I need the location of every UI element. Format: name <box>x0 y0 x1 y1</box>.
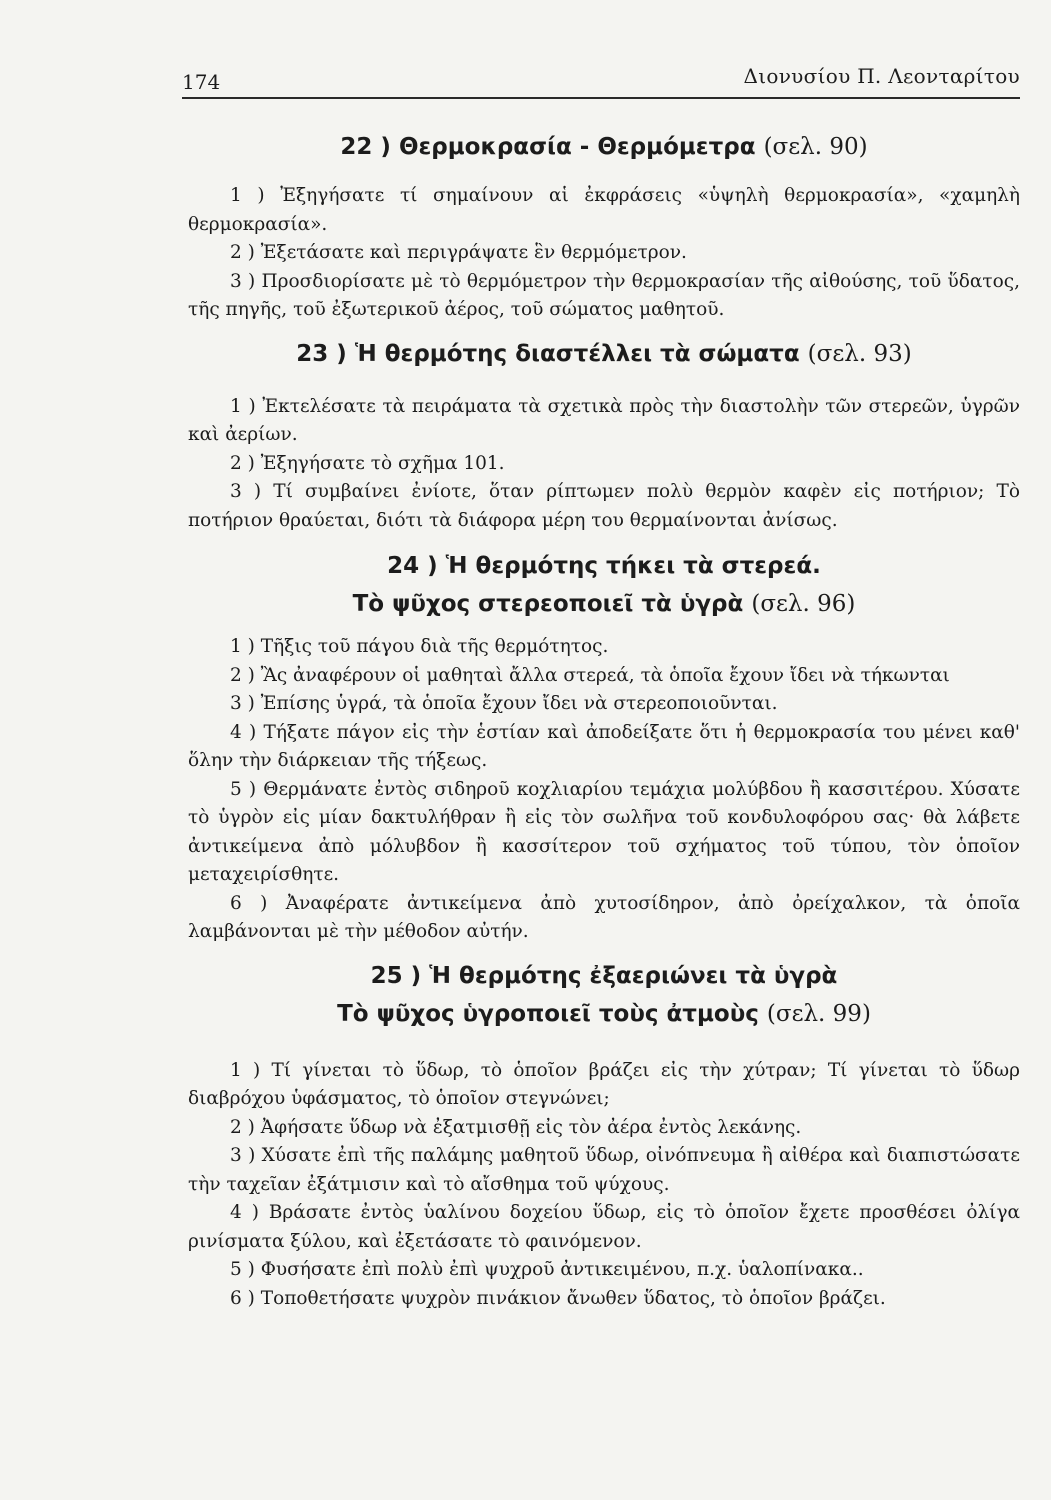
page-reference: (σελ. 96) <box>751 591 856 617</box>
header-rule <box>182 97 1020 99</box>
section-title-line: Τὸ ψῦχος στερεοποιεῖ τὰ ὑγρὰ <box>352 591 744 617</box>
page-reference: (σελ. 90) <box>763 134 868 160</box>
section-title-line: 22 ) Θερμοκρασία - Θερμόμετρα <box>340 134 756 160</box>
exercise-item: 1 ) Ἐξηγήσατε τί σημαίνουν αἱ ἐκφράσεις «ὑψηλὴ θερμοκρασία», «χαμηλὴ θερμοκρασία». <box>188 185 1020 235</box>
exercise-item: 4 ) Τήξατε πάγον εἰς τὴν ἑστίαν καὶ ἀποδείξατε ὅτι ἡ θερμοκρασία του μένει καθ' ὅλην τὴν διάρκειαν τῆς τήξεως. <box>188 721 1020 771</box>
exercise-item: 6 ) Ἀναφέρατε ἀντικείμενα ἀπὸ χυτοσίδηρον, ἀπὸ ὀρείχαλκον, τὰ ὁποῖα λαμβάνονται μὲ τὴν μέθοδον αὐτήν. <box>188 892 1020 942</box>
section-heading <box>188 957 1020 1057</box>
exercise-item: 1 ) Ἐκτελέσατε τὰ πειράματα τὰ σχετικὰ πρὸς τὴν διαστολὴν τῶν στερεῶν, ὑγρῶν καὶ ἀερίων. <box>188 395 1020 445</box>
section-heading <box>188 547 1020 633</box>
section-title-line: 24 ) Ἡ θερμότης τήκει τὰ στερεά. <box>387 553 821 579</box>
page-content <box>188 128 1020 1313</box>
exercise-item: 4 ) Βράσατε ἐντὸς ὑαλίνου δοχείου ὕδωρ, εἰς τὸ ὁποῖον ἔχετε προσθέσει ὀλίγα ρινίσματα ξύλου, καὶ ἐξετάσατε τὸ φαινόμενον. <box>188 1202 1020 1252</box>
exercise-item: 3 ) Ἐπίσης ὑγρά, τὰ ὁποῖα ἔχουν ἴδει νὰ στερεοποιοῦνται. <box>230 693 778 714</box>
page-number: 174 <box>182 70 221 94</box>
exercise-item: 6 ) Τοποθετήσατε ψυχρὸν πινάκιον ἄνωθεν ὕδατος, τὸ ὁποῖον βράζει. <box>230 1287 886 1309</box>
exercise-item: 3 ) Τί συμβαίνει ἐνίοτε, ὅταν ρίπτωμεν πολὺ θερμὸν καφὲν εἰς ποτήριον; Τὸ ποτήριον θραύεται, διότι τὰ διάφορα μέρη του θερμαίνονται ἀνίσως. <box>188 481 1020 531</box>
section-heading <box>188 128 1020 182</box>
exercise-item: 1 ) Τῆξις τοῦ πάγου διὰ τῆς θερμότητος. <box>230 636 609 657</box>
exercise-item: 5 ) Φυσήσατε ἐπὶ πολὺ ἐπὶ ψυχροῦ ἀντικειμένου, π.χ. ὑαλοπίνακα.. <box>230 1259 864 1280</box>
section-23 <box>188 335 1020 536</box>
section-title-line: 23 ) Ἡ θερμότης διαστέλλει τὰ σώματα <box>296 340 800 367</box>
running-head: Διονυσίου Π. Λεονταρίτου <box>743 64 1020 88</box>
page-reference: (σελ. 99) <box>766 1000 871 1027</box>
exercise-item: 5 ) Θερμάνατε ἐντὸς σιδηροῦ κοχλιαρίου τεμάχια μολύβδου ἢ κασσιτέρου. Χύσατε τὸ ὑγρὸν εἰς μίαν δακτυλήθραν ἢ εἰς τὸν σωλῆνα τοῦ κονδυλοφόρου σας· θὰ λάβετε ἀντικείμενα ἀπὸ μόλυβδον ἢ κασσίτερον τοῦ σχήματος τοῦ τύπου, τὸν ὁποῖον μεταχειρίσθητε. <box>188 778 1020 885</box>
section-24 <box>188 547 1020 947</box>
exercise-item: 3 ) Προσδιορίσατε μὲ τὸ θερμόμετρον τὴν θερμοκρασίαν τῆς αἰθούσης, τοῦ ὕδατος, τῆς πηγῆς, τοῦ ἐξωτερικοῦ ἀέρος, τοῦ σώματος μαθητοῦ. <box>188 270 1020 320</box>
exercise-item: 2 ) Ἐξετάσατε καὶ περιγράψατε ἓν θερμόμετρον. <box>230 242 687 263</box>
section-22 <box>188 128 1020 325</box>
exercise-item: 3 ) Χύσατε ἐπὶ τῆς παλάμης μαθητοῦ ὕδωρ, οἰνόπνευμα ἢ αἰθέρα καὶ διαπιστώσατε τὴν ταχεῖαν ἐξάτμισιν καὶ τὸ αἴσθημα τοῦ ψύχους. <box>188 1145 1020 1195</box>
exercise-item: 1 ) Τί γίνεται τὸ ὕδωρ, τὸ ὁποῖον βράζει εἰς τὴν χύτραν; Τί γίνεται τὸ ὕδωρ διαβρόχου ὑφάσματος, τὸ ὁποῖον στεγνώνει; <box>188 1059 1020 1109</box>
section-title-line: 25 ) Ἡ θερμότης ἐξαεριώνει τὰ ὑγρὰ <box>370 962 838 989</box>
section-25 <box>188 957 1020 1314</box>
section-heading <box>188 335 1020 393</box>
page-header <box>182 58 1020 98</box>
page-reference: (σελ. 93) <box>807 340 912 367</box>
exercise-item: 2 ) Ἐξηγήσατε τὸ σχῆμα 101. <box>230 452 505 474</box>
exercise-item: 2 ) Ἀφήσατε ὕδωρ νὰ ἐξατμισθῇ εἰς τὸν ἀέρα ἐντὸς λεκάνης. <box>230 1116 802 1138</box>
exercise-item: 2 ) Ἂς ἀναφέρουν οἱ μαθηταὶ ἄλλα στερεά, τὰ ὁποῖα ἔχουν ἴδει νὰ τήκωνται <box>230 664 950 686</box>
section-title-line: Τὸ ψῦχος ὑγροποιεῖ τοὺς ἀτμοὺς <box>337 1000 759 1027</box>
